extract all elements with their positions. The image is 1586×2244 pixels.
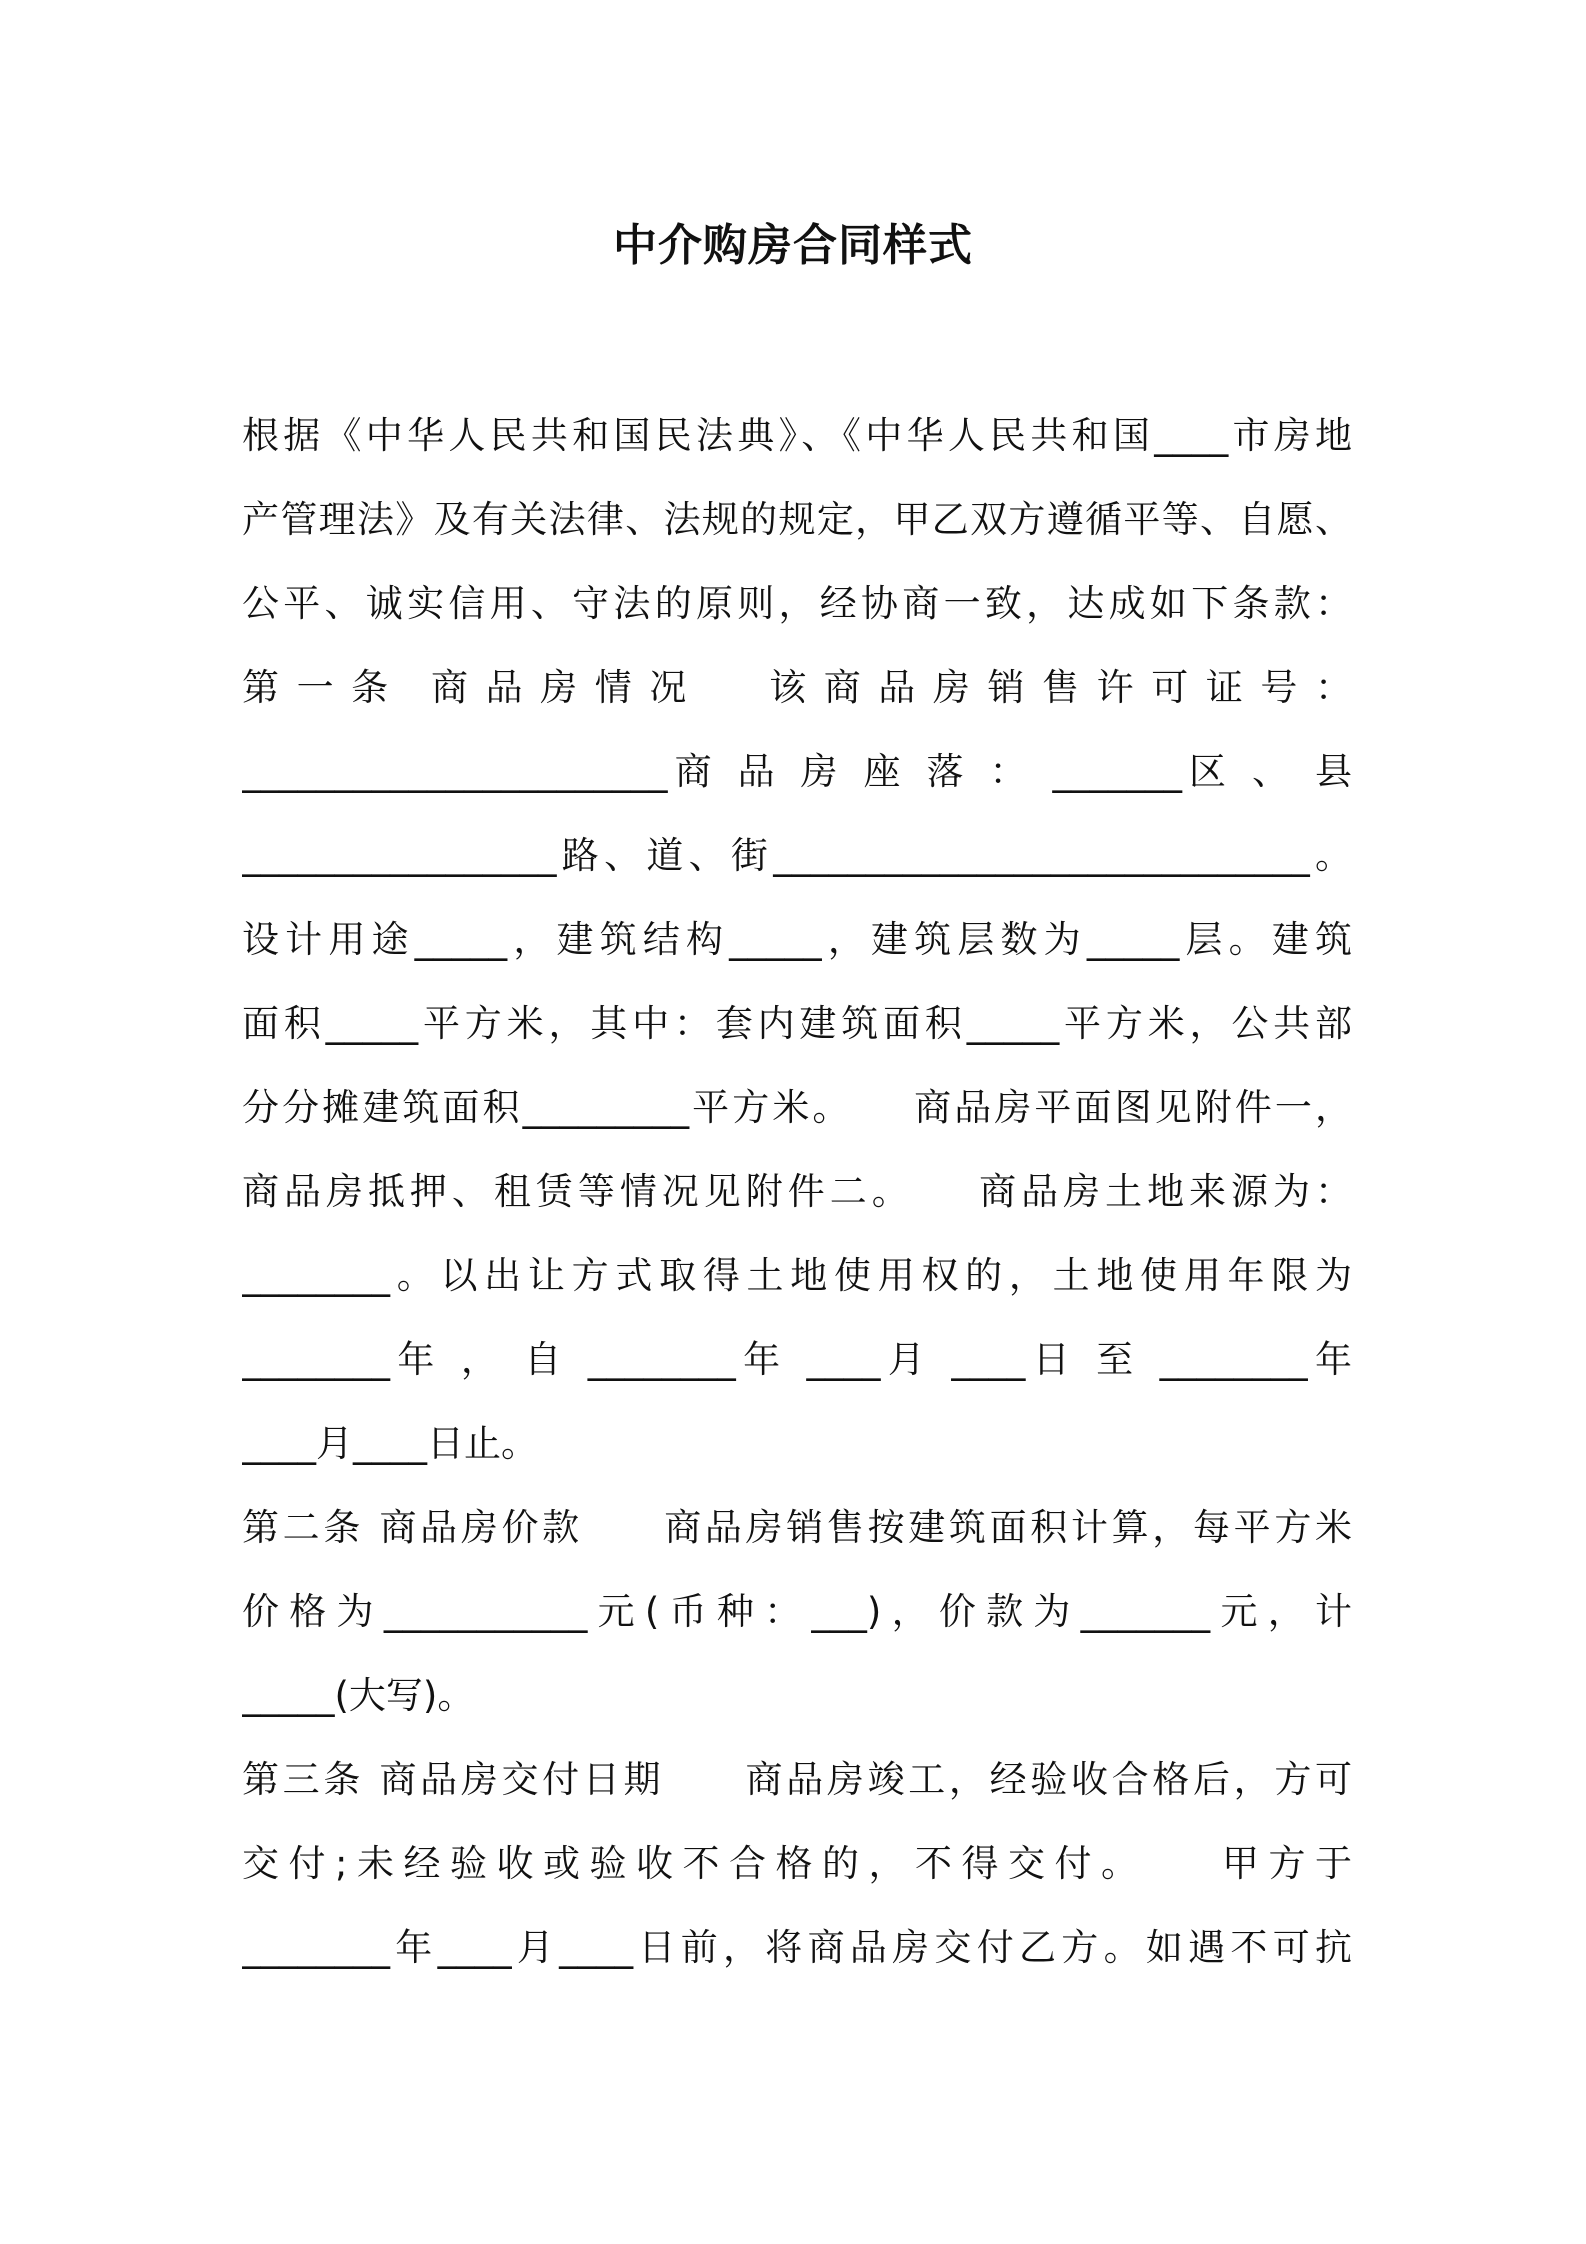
text-line-9: 分分摊建筑面积_________平方米。 商品房平面图见附件一， — [242, 1086, 1352, 1129]
text-line-5: _______________________商 品 房 座 落 ： _______区 、 县 — [242, 750, 1352, 793]
text-line-2: 产管理法》及有关法律、法规的规定，甲乙双方遵循平等、自愿、 — [242, 498, 1352, 541]
text-line-12: ________年 ， 自 ________年 ____月 ____日 至 ________年 — [242, 1338, 1352, 1381]
text-line-13: ____月____日止。 — [242, 1422, 538, 1465]
text-line-10: 商品房抵押、租赁等情况见附件二。 商品房土地来源为： — [242, 1170, 1352, 1213]
text-line-6: _________________路、道、街_____________________________。 — [242, 834, 1352, 877]
text-line-8: 面积_____平方米，其中：套内建筑面积_____平方米，公共部 — [242, 1002, 1352, 1045]
article-1-heading-line: 第 一 条 商 品 房 情 况 该 商 品 房 销 售 许 可 证 号 ： — [242, 666, 1352, 709]
text-line-18: 交付;未经验收或验收不合格的，不得交付。 甲方于 — [242, 1842, 1352, 1885]
article-3-heading-line: 第三条 商品房交付日期 商品房竣工，经验收合格后，方可 — [242, 1758, 1352, 1801]
article-2-heading-line: 第二条 商品房价款 商品房销售按建筑面积计算，每平方米 — [242, 1506, 1352, 1549]
text-line-15: 价格为___________元(币种：___)，价款为_______元，计 — [242, 1590, 1352, 1633]
text-line-3: 公平、诚实信用、守法的原则，经协商一致，达成如下条款： — [242, 582, 1352, 625]
document-title: 中介购房合同样式 — [613, 220, 973, 271]
text-line-7: 设计用途_____，建筑结构_____，建筑层数为_____层。建筑 — [242, 918, 1352, 961]
text-line-11: ________。以出让方式取得土地使用权的，土地使用年限为 — [242, 1254, 1352, 1297]
text-line-16: _____(大写)。 — [242, 1674, 475, 1717]
text-line-1: 根据《中华人民共和国民法典》、《中华人民共和国____市房地 — [242, 414, 1352, 457]
text-line-19: ________年____月____日前，将商品房交付乙方。如遇不可抗 — [242, 1926, 1352, 1969]
